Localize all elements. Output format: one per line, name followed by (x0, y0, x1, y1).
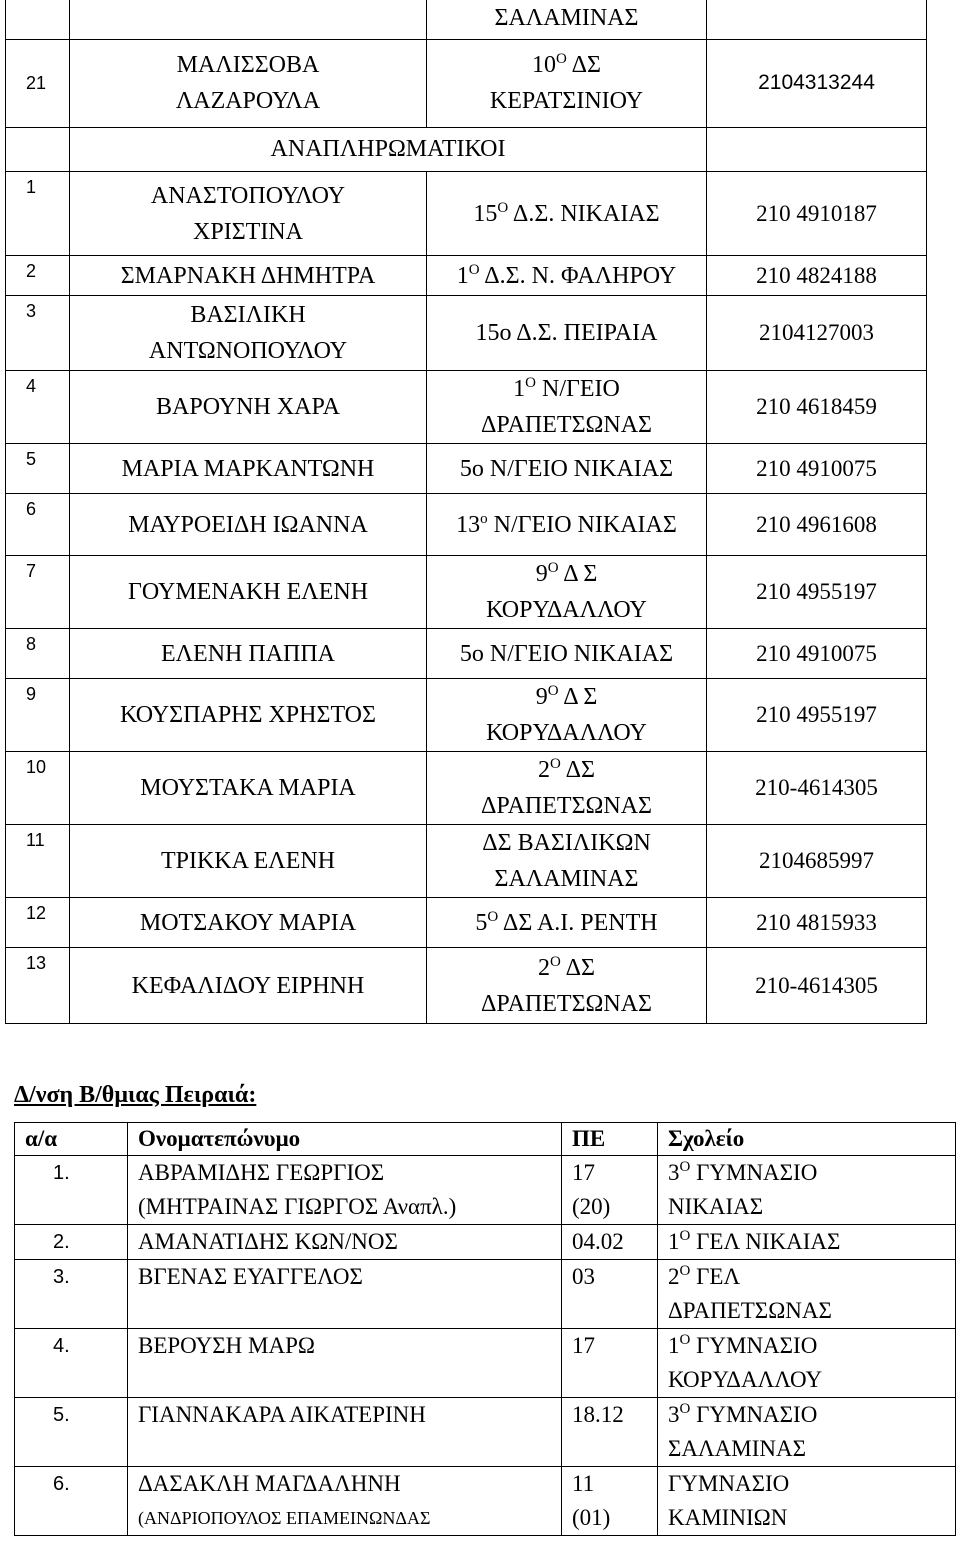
school-cell: 5ο Ν/ΓΕΙΟ ΝΙΚΑΙΑΣ (427, 629, 707, 679)
school-cell: $1^O$ ΓΕΛ ΝΙΚΑΙΑΣ (658, 1225, 956, 1260)
phone-cell: 2104313244 (707, 39, 927, 127)
name-cell: ΣΜΑΡΝΑΚΗ ΔΗΜΗΤΡΑ (70, 256, 427, 296)
row-number: 5 (6, 444, 70, 494)
phone-cell: 210-4614305 (707, 948, 927, 1024)
table-row (6, 825, 927, 898)
school-cell: ΣΑΛΑΜΙΝΑΣ (427, 0, 707, 39)
school-cell: ΓΥΜΝΑΣΙΟ ΚΑΜΙΝΙΩΝ (658, 1467, 956, 1536)
row-number: 8 (6, 629, 70, 679)
row-number: 13 (6, 948, 70, 1024)
phone-cell: 210 4955197 (707, 679, 927, 752)
header-school: Σχολείο (658, 1123, 956, 1156)
section-title-row (6, 127, 927, 171)
phone-cell: 210-4614305 (707, 752, 927, 825)
table-row (15, 1260, 956, 1329)
table-row (6, 898, 927, 948)
row-number: 21 (6, 39, 70, 127)
phone-cell: 210 4910075 (707, 629, 927, 679)
table-row (15, 1467, 956, 1536)
school-cell: $3^O$ ΓΥΜΝΑΣΙΟ ΣΑΛΑΜΙΝΑΣ (658, 1398, 956, 1467)
phone-cell: 2104685997 (707, 825, 927, 898)
header-name: Ονοματεπώνυμο (128, 1123, 562, 1156)
school-cell: $2^O$ ΓΕΛ ΔΡΑΠΕΤΣΩΝΑΣ (658, 1260, 956, 1329)
name-cell: ΓΙΑΝΝΑΚΑΡΑ ΑΙΚΑΤΕΡΙΝΗ (128, 1398, 562, 1467)
table-row (15, 1225, 956, 1260)
name-cell: ΜΟΥΣΤΑΚΑ ΜΑΡΙΑ (70, 752, 427, 825)
name-cell: ΤΡΙΚΚΑ ΕΛΕΝΗ (70, 825, 427, 898)
table-row (15, 1329, 956, 1398)
school-cell: $2^O$ ΔΣ ΔΡΑΠΕΤΣΩΝΑΣ (427, 752, 707, 825)
school-cell: $13^o$ Ν/ΓΕΙΟ ΝΙΚΑΙΑΣ (427, 494, 707, 556)
phone-cell: 210 4961608 (707, 494, 927, 556)
school-cell: $5^O$ ΔΣ Α.Ι. ΡΕΝΤΗ (427, 898, 707, 948)
phone-cell: 210 4910187 (707, 172, 927, 256)
phone-cell: 210 4824188 (707, 256, 927, 296)
header-aa: α/α (15, 1123, 128, 1156)
table-row (15, 1398, 956, 1467)
table-row (6, 948, 927, 1024)
table-row (15, 1156, 956, 1225)
row-number: 1 (6, 172, 70, 256)
row-number: 12 (6, 898, 70, 948)
section-title: ΑΝΑΠΛΗΡΩΜΑΤΙΚΟΙ (70, 127, 707, 171)
row-index: 5. (15, 1398, 128, 1467)
row-number: 10 (6, 752, 70, 825)
table-row (6, 629, 927, 679)
table-row (6, 39, 927, 127)
row-number: 3 (6, 296, 70, 371)
table-row (6, 0, 927, 39)
section-heading: Δ/νση Β/θμιας Πειραιά: (14, 1082, 257, 1108)
row-number: 6 (6, 494, 70, 556)
table-row (6, 444, 927, 494)
row-number: 7 (6, 556, 70, 629)
school-cell: 5ο Ν/ΓΕΙΟ ΝΙΚΑΙΑΣ (427, 444, 707, 494)
name-cell: ΒΑΡΟΥΝΗ ΧΑΡΑ (70, 371, 427, 444)
phone-cell: 210 4815933 (707, 898, 927, 948)
table-row (6, 679, 927, 752)
row-index: 2. (15, 1225, 128, 1260)
name-cell: ΑΒΡΑΜΙΔΗΣ ΓΕΩΡΓΙΟΣ (ΜΗΤΡΑΙΝΑΣ ΓΙΩΡΓΟΣ Αναπλ.) (128, 1156, 562, 1225)
row-index: 3. (15, 1260, 128, 1329)
phone-cell: 210 4955197 (707, 556, 927, 629)
header-row (15, 1123, 956, 1156)
name-cell: ΑΜΑΝΑΤΙΔΗΣ ΚΩΝ/ΝΟΣ (128, 1225, 562, 1260)
name-cell: ΜΟΤΣΑΚΟΥ ΜΑΡΙΑ (70, 898, 427, 948)
school-cell: $10^O$ ΔΣ ΚΕΡΑΤΣΙΝΙΟΥ (427, 39, 707, 127)
row-index: 6. (15, 1467, 128, 1536)
name-cell: ΒΓΕΝΑΣ ΕΥΑΓΓΕΛΟΣ (128, 1260, 562, 1329)
name-cell: ΜΑΛΙΣΣΟΒΑ ΛΑΖΑΡΟΥΛΑ (70, 39, 427, 127)
table-row (6, 494, 927, 556)
phone-cell: 2104127003 (707, 296, 927, 371)
table-row (6, 296, 927, 371)
school-cell: $15^O$ Δ.Σ. ΝΙΚΑΙΑΣ (427, 172, 707, 256)
row-number: 11 (6, 825, 70, 898)
name-cell: ΚΕΦΑΛΙΔΟΥ ΕΙΡΗΝΗ (70, 948, 427, 1024)
school-cell: 15ο Δ.Σ. ΠΕΙΡΑΙΑ (427, 296, 707, 371)
row-number: 2 (6, 256, 70, 296)
secondary-staff-table (14, 1122, 956, 1536)
name-cell: ΔΑΣΑΚΛΗ ΜΑΓΔΑΛΗΝΗ (ΑΝΔΡΙΟΠΟΥΛΟΣ ΕΠΑΜΕΙΝΩΝΔΑΣ (128, 1467, 562, 1536)
school-cell: $1^O$ Ν/ΓΕΙΟ ΔΡΑΠΕΤΣΩΝΑΣ (427, 371, 707, 444)
school-cell: $9^O$ Δ Σ ΚΟΡΥΔΑΛΛΟΥ (427, 556, 707, 629)
name-cell: ΓΟΥΜΕΝΑΚΗ ΕΛΕΝΗ (70, 556, 427, 629)
school-cell: ΔΣ ΒΑΣΙΛΙΚΩΝ ΣΑΛΑΜΙΝΑΣ (427, 825, 707, 898)
table-row (6, 371, 927, 444)
row-number: 4 (6, 371, 70, 444)
table-row (6, 752, 927, 825)
phone-cell: 210 4618459 (707, 371, 927, 444)
pe-cell: 11 (01) (562, 1467, 658, 1536)
row-index: 1. (15, 1156, 128, 1225)
pe-cell: 17 (562, 1329, 658, 1398)
pe-cell: 03 (562, 1260, 658, 1329)
phone-cell: 210 4910075 (707, 444, 927, 494)
name-cell: ΜΑΥΡΟΕΙΔΗ ΙΩΑΝΝΑ (70, 494, 427, 556)
pe-cell: 18.12 (562, 1398, 658, 1467)
header-pe: ΠΕ (562, 1123, 658, 1156)
row-number: 9 (6, 679, 70, 752)
teachers-table-top (5, 0, 927, 172)
name-cell: ΒΑΣΙΛΙΚΗ ΑΝΤΩΝΟΠΟΥΛΟΥ (70, 296, 427, 371)
name-cell: ΕΛΕΝΗ ΠΑΠΠΑ (70, 629, 427, 679)
name-cell: ΜΑΡΙΑ ΜΑΡΚΑΝΤΩΝΗ (70, 444, 427, 494)
table-row (6, 556, 927, 629)
school-cell: $1^O$ Δ.Σ. Ν. ΦΑΛΗΡΟΥ (427, 256, 707, 296)
table-row (6, 256, 927, 296)
teachers-table-substitutes (5, 171, 927, 1024)
table-row (6, 172, 927, 256)
pe-cell: 04.02 (562, 1225, 658, 1260)
name-cell: ΚΟΥΣΠΑΡΗΣ ΧΡΗΣΤΟΣ (70, 679, 427, 752)
row-index: 4. (15, 1329, 128, 1398)
school-cell: $3^O$ ΓΥΜΝΑΣΙΟ ΝΙΚΑΙΑΣ (658, 1156, 956, 1225)
school-cell: $1^O$ ΓΥΜΝΑΣΙΟ ΚΟΡΥΔΑΛΛΟΥ (658, 1329, 956, 1398)
school-cell: $2^O$ ΔΣ ΔΡΑΠΕΤΣΩΝΑΣ (427, 948, 707, 1024)
name-cell: ΑΝΑΣΤΟΠΟΥΛΟΥ ΧΡΙΣΤΙΝΑ (70, 172, 427, 256)
pe-cell: 17 (20) (562, 1156, 658, 1225)
school-cell: $9^O$ Δ Σ ΚΟΡΥΔΑΛΛΟΥ (427, 679, 707, 752)
name-cell: ΒΕΡΟΥΣΗ ΜΑΡΩ (128, 1329, 562, 1398)
